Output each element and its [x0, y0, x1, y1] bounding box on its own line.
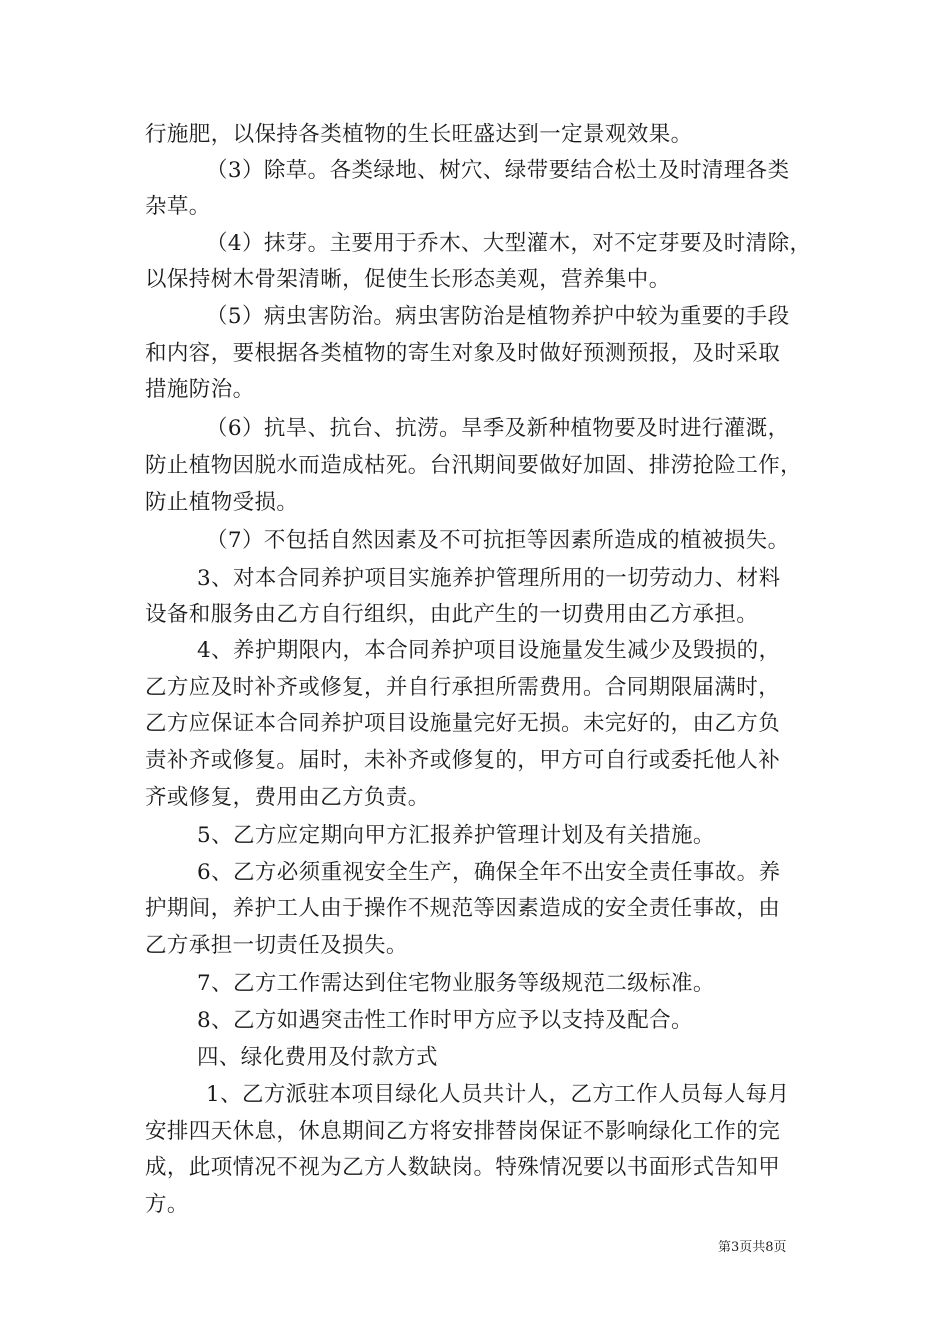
- text-line: 防止植物因脱水而造成枯死。台汛期间要做好加固、排涝抢险工作，: [145, 453, 803, 478]
- text-line: 方。: [145, 1192, 189, 1217]
- text-line: （6）抗旱、抗台、抗涝。旱季及新种植物要及时进行灌溉，: [206, 416, 790, 441]
- text-line: 措施防治。: [145, 377, 255, 402]
- text-line: 乙方承担一切责任及损失。: [145, 933, 408, 958]
- text-line: 以保持树木骨架清晰，促使生长形态美观，营养集中。: [145, 267, 671, 292]
- text-line: 设备和服务由乙方自行组织，由此产生的一切费用由乙方承担。: [145, 602, 759, 627]
- text-line: （5）病虫害防治。病虫害防治是植物养护中较为重要的手段: [206, 304, 790, 329]
- text-line: 和内容，要根据各类植物的寄生对象及时做好预测预报，及时采取: [145, 341, 781, 366]
- text-line: 行施肥，以保持各类植物的生长旺盛达到一定景观效果。: [145, 122, 693, 147]
- text-line: （3）除草。各类绿地、树穴、绿带要结合松土及时清理各类: [206, 158, 790, 183]
- text-line: 4、养护期限内，本合同养护项目设施量发生减少及毁损的，: [197, 638, 781, 663]
- text-line: 防止植物受损。: [145, 490, 299, 515]
- section-heading: 四、绿化费用及付款方式: [197, 1045, 438, 1070]
- text-line: 齐或修复，费用由乙方负责。: [145, 785, 430, 810]
- text-line: 7、乙方工作需达到住宅物业服务等级规范二级标准。: [197, 971, 715, 996]
- text-line: 乙方应保证本合同养护项目设施量完好无损。未完好的，由乙方负: [145, 711, 781, 736]
- text-line: （4）抹芽。主要用于乔木、大型灌木，对不定芽要及时清除，: [206, 231, 812, 256]
- text-line: 3、对本合同养护项目实施养护管理所用的一切劳动力、材料: [197, 566, 781, 591]
- text-line: 安排四天休息，休息期间乙方将安排替岗保证不影响绿化工作的完: [145, 1119, 781, 1144]
- text-line: 8、乙方如遇突击性工作时甲方应予以支持及配合。: [197, 1008, 693, 1033]
- page-number: 第3页共8页: [718, 1240, 787, 1255]
- text-line: 5、乙方应定期向甲方汇报养护管理计划及有关措施。: [197, 823, 715, 848]
- text-line: 成，此项情况不视为乙方人数缺岗。特殊情况要以书面形式告知甲: [145, 1155, 781, 1180]
- text-line: 杂草。: [145, 194, 211, 219]
- text-line: 责补齐或修复。届时，未补齐或修复的，甲方可自行或委托他人补: [145, 748, 781, 773]
- text-line: 1、乙方派驻本项目绿化人员共计人，乙方工作人员每人每月: [206, 1082, 790, 1107]
- text-line: （7）不包括自然因素及不可抗拒等因素所造成的植被损失。: [206, 528, 790, 553]
- text-line: 6、乙方必须重视安全生产，确保全年不出安全责任事故。养: [197, 860, 781, 885]
- text-line: 乙方应及时补齐或修复，并自行承担所需费用。合同期限届满时，: [145, 675, 781, 700]
- text-line: 护期间，养护工人由于操作不规范等因素造成的安全责任事故，由: [145, 896, 781, 921]
